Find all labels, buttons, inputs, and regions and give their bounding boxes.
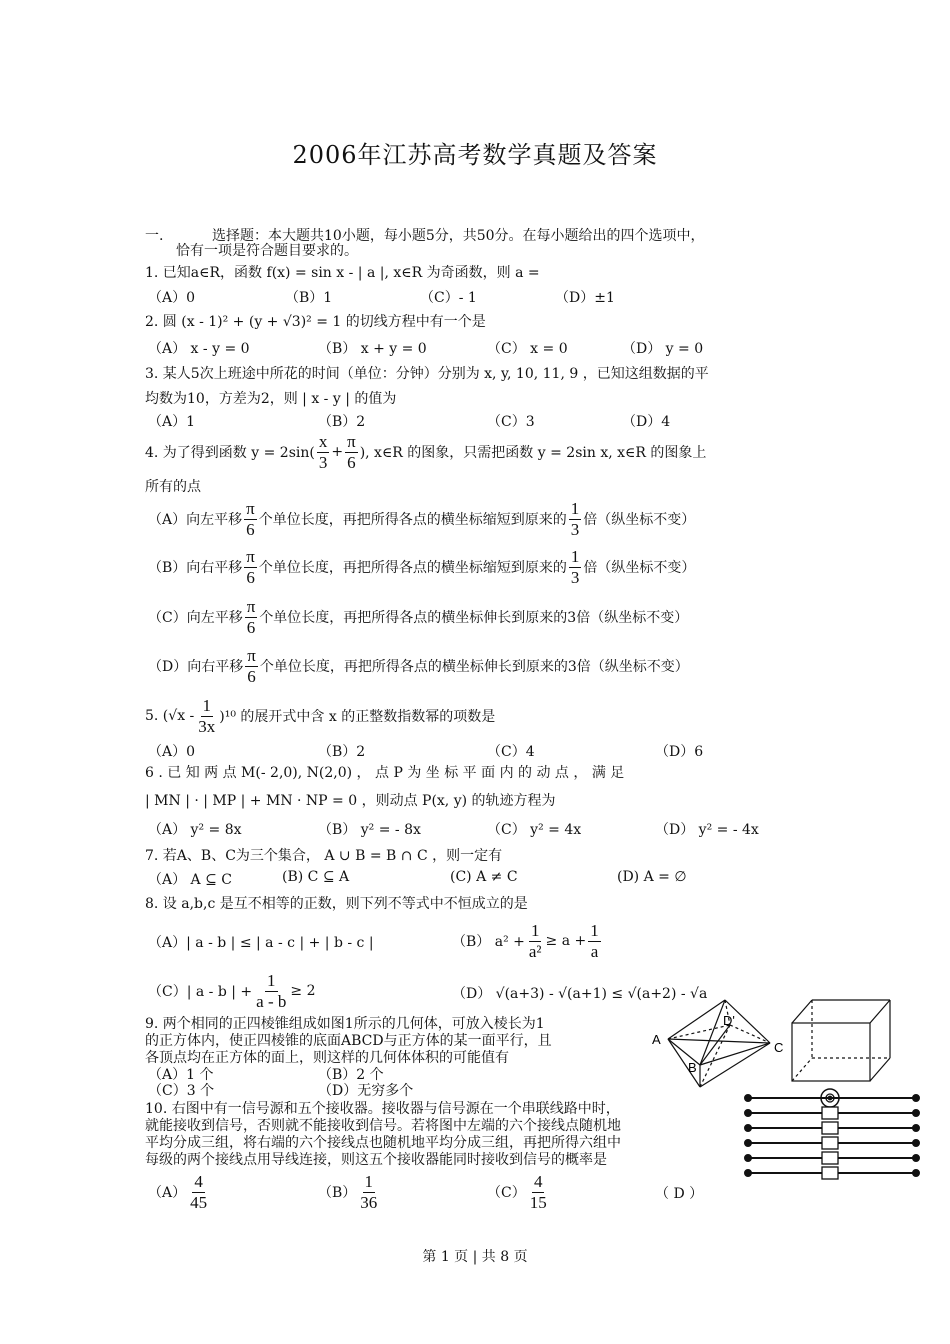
fraction-denominator: 36 [360, 1192, 378, 1212]
fraction-numerator: 1 [590, 920, 599, 940]
q4-option-a [148, 498, 695, 540]
fraction-denominator: 6 [246, 617, 256, 637]
q9-option-d: （D）无穷多个 [318, 1083, 414, 1099]
receiver-icon [822, 1167, 838, 1179]
signal-circuit-figure [745, 1089, 919, 1179]
q4-d-prefix: （D）向右平移 [148, 659, 244, 675]
q10-stem-line3: 平均分成三组，将右端的六个接线点也随机地平均分成三组，再把所得六组中 [145, 1135, 621, 1151]
q3-stem: 3. 某人5次上班途中所花的时间（单位：分钟）分别为 x, y, 10, 11, 9 ，已知这组数据的平 [145, 366, 709, 382]
fraction-denominator: 3 [570, 567, 580, 587]
q4-c-fraction-pi-6 [245, 597, 258, 638]
q1-option-a: （A）0 [148, 290, 196, 306]
fraction-numerator: 1 [364, 1171, 374, 1191]
q4-option-b [148, 546, 695, 588]
q10-a-prefix: （A） [148, 1185, 187, 1201]
q4-b-prefix: （B）向右平移 [148, 560, 243, 576]
q6-stem: 6 . 已 知 两 点 M(- 2,0), N(2,0) ， 点 P 为 坐 标 平 面 内 的 动 点 ， 满 足 [145, 765, 625, 781]
q10-b-fraction [358, 1172, 379, 1213]
section-instructions-line2: 恰有一项是符合题目要求的。 [176, 243, 358, 259]
section-instructions: 选择题：本大题共10小题，每小题5分，共50分。在每小题给出的四个选项中， [212, 228, 705, 244]
q10-stem-line4: 每级的两个接线点用导线连接，则这五个接收器能同时接收到信号的概率是 [145, 1152, 607, 1168]
q4-a-suffix: 倍（纵坐标不变） [583, 512, 696, 528]
q4-option-c [148, 596, 688, 638]
q7-option-b: (B) C ⊆ A [282, 869, 350, 885]
fraction-denominator: 15 [529, 1192, 547, 1212]
q10-stem-line2: 就能接收到信号，否则就不能接收到信号。若将图中左端的六个接线点随机地 [145, 1118, 621, 1134]
cube-figure [792, 1000, 890, 1081]
fraction-denominator: 45 [190, 1192, 208, 1212]
q1-option-d: （D）±1 [555, 290, 615, 306]
q4-b-middle: 个单位长度，再把所得各点的横坐标缩短到原来的 [258, 560, 567, 576]
fraction-numerator: π [347, 431, 356, 451]
q2-stem: 2. 圆 (x - 1)² + (y + √3)² = 1 的切线方程中有一个是 [145, 314, 486, 330]
q9-stem-line3: 各顶点均在正方体的面上，则这样的几何体体积的可能值有 [145, 1050, 509, 1066]
q1-stem: 1. 已知a∈R，函数 f(x) = sin x - | a |, x∈R 为奇函数，则 a = [145, 265, 540, 281]
q6-option-a: （A） y² = 8x [148, 822, 242, 838]
fraction-denominator: 6 [246, 519, 255, 539]
q3-option-d: （D）4 [622, 414, 671, 430]
q9-stem-line1: 9. 两个相同的正四棱锥组成如图1所示的几何体，可放入棱长为1 [145, 1016, 545, 1032]
q10-b-prefix: （B） [318, 1185, 357, 1201]
q9-option-a: （A）1 个 [148, 1067, 214, 1083]
q5-option-d: （D）6 [655, 744, 704, 760]
q6-option-d: （D） y² = - 4x [655, 822, 759, 838]
q6-stem-line2: | MN | · | MP | + MN · NP = 0 ，则动点 P(x, y) 的轨迹方程为 [145, 793, 556, 809]
fraction-denominator: a² [528, 941, 542, 961]
receiver-icon [822, 1122, 838, 1134]
q4-b-fraction-pi-6 [244, 547, 257, 588]
fraction-numerator: 4 [533, 1171, 543, 1191]
q5-stem [145, 695, 495, 737]
q3-option-c: （C）3 [487, 414, 535, 430]
q5-option-c: （C）4 [487, 744, 535, 760]
q5-fraction-1-over-3x [196, 696, 217, 737]
q9-option-c: （C）3 个 [148, 1083, 215, 1099]
q2-option-c: （C） x = 0 [487, 341, 568, 357]
page-title: 2006年江苏高考数学真题及答案 [292, 141, 658, 169]
q8-c-suffix: ≥ 2 [290, 983, 316, 999]
q3-option-b: （B）2 [318, 414, 366, 430]
q5-stem-part-a: 5. (√x - [145, 708, 195, 724]
q10-option-a [148, 1168, 211, 1216]
fraction-numerator: 1 [267, 970, 276, 990]
q4-d-fraction-pi-6 [245, 646, 258, 687]
q4-stem-line2: 所有的点 [145, 479, 201, 495]
q8-c-fraction [254, 971, 288, 1012]
q4-stem [145, 432, 706, 472]
q6-option-c: （C） y² = 4x [487, 822, 582, 838]
fraction-denominator: 3x [198, 716, 216, 736]
q4-c-middle: 个单位长度，再把所得各点的横坐标伸长到原来的3倍（纵坐标不变） [259, 610, 689, 626]
q2-option-b: （B） x + y = 0 [318, 341, 427, 357]
q9-option-b: （B）2 个 [318, 1067, 384, 1083]
receiver-icon [822, 1107, 838, 1119]
q10-stem-line1: 10. 右图中有一信号源和五个接收器。接收器与信号源在一个串联线路中时， [145, 1101, 620, 1117]
figure-label-b: B [688, 1060, 697, 1075]
q8-c-prefix: （C）| a - b | + [148, 984, 253, 1000]
fraction-denominator: a - b [256, 991, 287, 1011]
q7-stem: 7. 若A、B、C为三个集合， A ∪ B = B ∩ C ，则一定有 [145, 848, 503, 864]
q8-option-a: （A）| a - b | ≤ | a - c | + | b - c | [148, 935, 374, 951]
q4-b-suffix: 倍（纵坐标不变） [583, 560, 696, 576]
q4-stem-part-b: ), x∈R 的图象，只需把函数 y = 2sin x, x∈R 的图象上 [359, 445, 707, 461]
q10-c-fraction [528, 1172, 549, 1213]
fraction-denominator: 6 [347, 452, 356, 472]
figure-label-c: C [774, 1040, 784, 1055]
q4-d-middle: 个单位长度，再把所得各点的横坐标伸长到原来的3倍（纵坐标不变） [259, 659, 689, 675]
fraction-numerator: π [246, 498, 255, 518]
q7-option-c: (C) A ≠ C [450, 869, 518, 885]
fraction-numerator: π [246, 546, 255, 566]
q4-c-prefix: （C）向左平移 [148, 610, 243, 626]
fraction-numerator: π [246, 596, 256, 616]
receiver-icon [822, 1137, 838, 1149]
q4-fraction-pi-over-6 [345, 432, 358, 473]
q6-option-b: （B） y² = - 8x [318, 822, 421, 838]
q8-b-fraction-1 [527, 921, 544, 962]
page-footer: 第 1 页 | 共 8 页 [422, 1249, 528, 1265]
q1-option-b: （B）1 [285, 290, 333, 306]
q10-option-b [318, 1168, 381, 1216]
q7-option-d: (D) A = ∅ [617, 869, 687, 885]
q7-option-a: （A） A ⊆ C [148, 872, 233, 888]
q5-stem-part-b: )¹⁰ 的展开式中含 x 的正整数指数幂的项数是 [219, 709, 496, 725]
figure-label-a: A [652, 1032, 661, 1047]
q8-stem: 8. 设 a,b,c 是互不相等的正数，则下列不等式中不恒成立的是 [145, 896, 528, 912]
q5-option-a: （A）0 [148, 744, 196, 760]
q8-option-b [452, 920, 603, 962]
section-number: 一. [145, 228, 164, 244]
q10-a-fraction [188, 1172, 209, 1213]
fraction-numerator: π [247, 645, 256, 665]
octahedron-figure [668, 1000, 770, 1087]
q8-b-prefix: （B） a² + [452, 934, 525, 950]
fraction-denominator: 3 [318, 452, 328, 472]
fraction-denominator: a [590, 941, 599, 961]
q4-a-fraction-pi-6 [244, 499, 257, 540]
q3-stem-line2: 均数为10，方差为2，则 | x - y | 的值为 [145, 391, 397, 407]
figure-label-d: D' [723, 1013, 735, 1028]
q9-stem-line2: 的正方体内，使正四棱锥的底面ABCD与正方体的某一面平行，且 [145, 1033, 552, 1049]
geometry-and-circuit-figure [640, 995, 930, 1195]
q8-b-middle: ≥ a + [545, 933, 587, 949]
q4-a-fraction-1-3 [569, 499, 582, 540]
q1-option-c: （C）- 1 [420, 290, 477, 306]
fraction-numerator: 1 [570, 546, 580, 566]
q2-option-d: （D） y = 0 [622, 341, 704, 357]
q2-option-a: （A） x - y = 0 [148, 341, 250, 357]
q4-stem-part-a: 4. 为了得到函数 y = 2sin( [145, 445, 315, 461]
q4-plus: + [331, 444, 344, 460]
fraction-numerator: x [318, 431, 328, 451]
q8-option-d: （D） √(a+3) - √(a+1) ≤ √(a+2) - √a [452, 986, 708, 1002]
q4-b-fraction-1-3 [569, 547, 582, 588]
fraction-denominator: 6 [247, 666, 256, 686]
q10-c-prefix: （C） [487, 1185, 526, 1201]
q10-option-c [487, 1168, 551, 1216]
q5-option-b: （B）2 [318, 744, 366, 760]
q3-option-a: （A）1 [148, 414, 196, 430]
receiver-icon [822, 1152, 838, 1164]
fraction-numerator: 1 [530, 920, 540, 940]
fraction-denominator: 6 [246, 567, 255, 587]
q4-a-prefix: （A）向左平移 [148, 512, 243, 528]
q10-answer: （ D ） [655, 1186, 704, 1202]
q4-option-d [148, 645, 689, 687]
fraction-numerator: 4 [194, 1171, 203, 1191]
fraction-denominator: 3 [570, 519, 580, 539]
q8-b-fraction-2 [588, 921, 601, 962]
q4-a-middle: 个单位长度，再把所得各点的横坐标缩短到原来的 [258, 512, 567, 528]
fraction-numerator: 1 [570, 498, 580, 518]
q8-option-c [148, 970, 315, 1012]
fraction-numerator: 1 [202, 695, 212, 715]
q4-fraction-x-over-3 [317, 432, 330, 473]
